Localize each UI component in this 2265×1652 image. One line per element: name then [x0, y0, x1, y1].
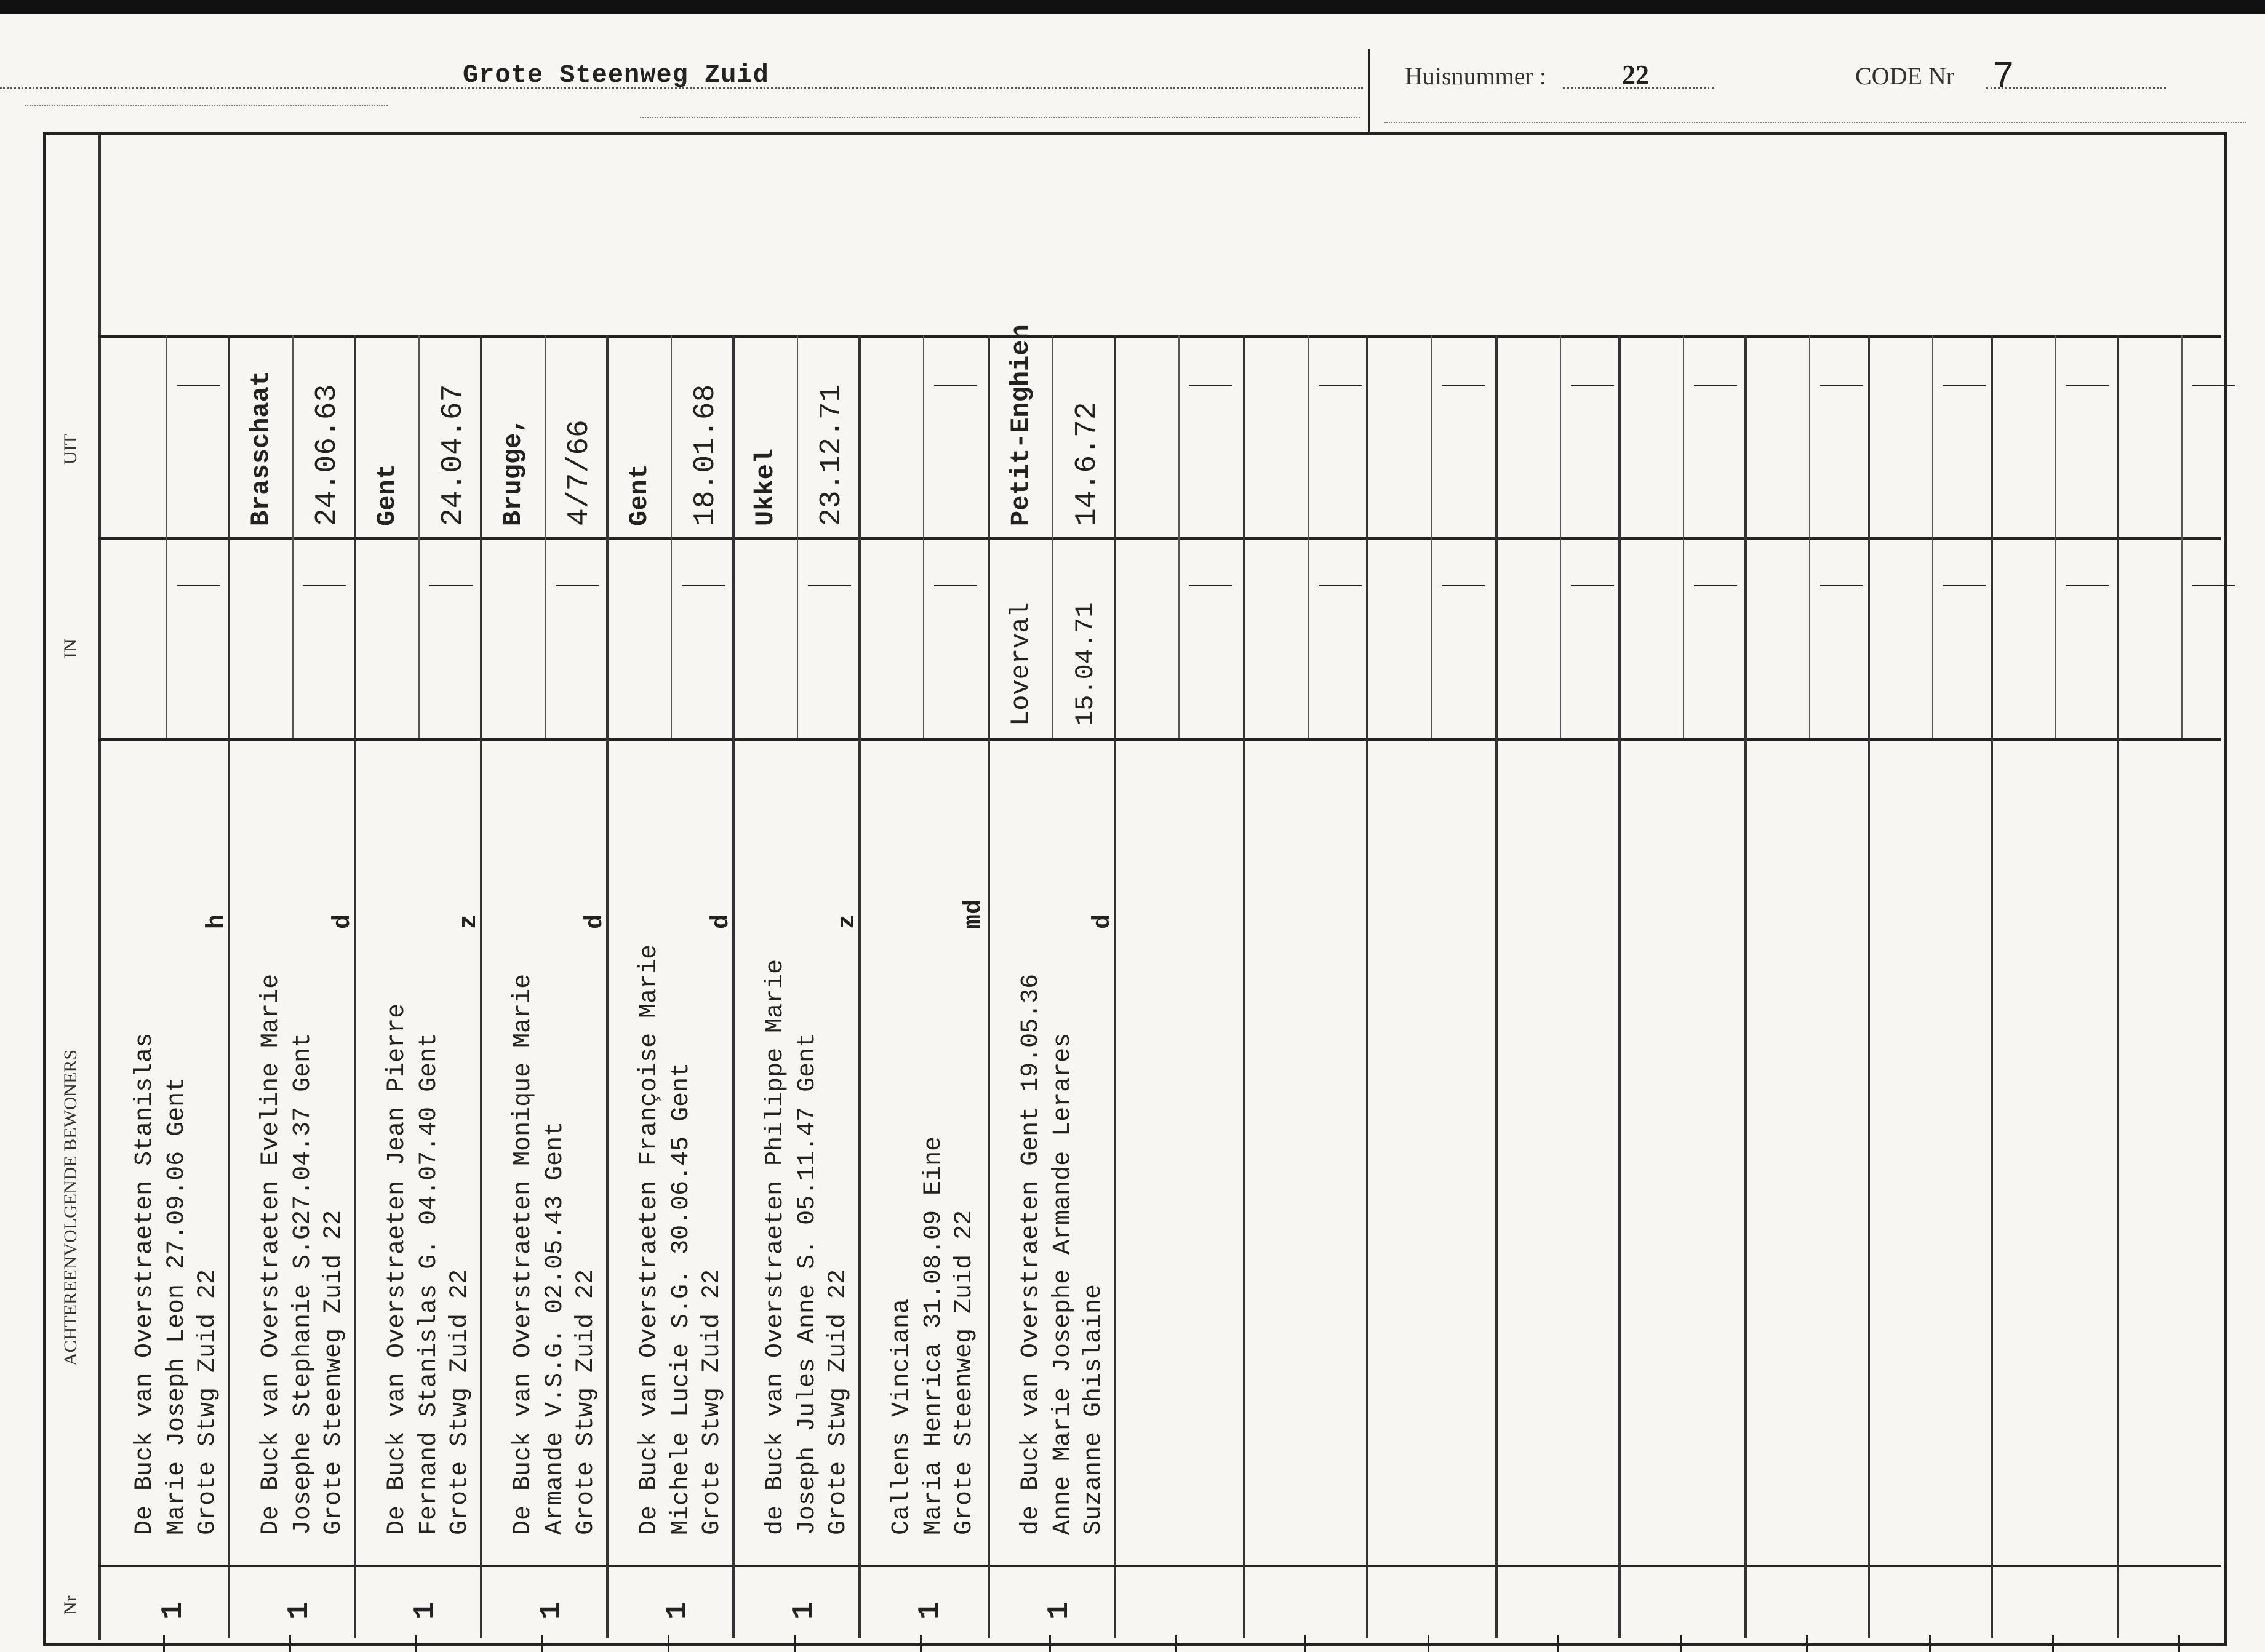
- resident-nr: 1: [1043, 1602, 1076, 1619]
- dash-mark: [1189, 385, 1232, 386]
- resident-given-names-birth: Anne Marie Josephe Armande Lerares: [1049, 1032, 1077, 1535]
- uit-date: 24.06.63: [311, 384, 344, 526]
- dash-mark: [1820, 385, 1863, 386]
- in-place: Loverval: [1006, 602, 1036, 726]
- sub-column-border: [166, 335, 167, 738]
- sub-column-border: [1683, 335, 1684, 738]
- resident-given-names-birth: Joseph Jules Anne S. 05.11.47 Gent: [794, 1032, 821, 1535]
- sub-column-border: [2181, 335, 2183, 738]
- dash-mark: [2192, 385, 2235, 386]
- resident-nr: 1: [788, 1602, 821, 1619]
- tick-mark: [541, 1635, 543, 1652]
- nr-section-label: Nr: [60, 1595, 81, 1615]
- smudge: [1384, 122, 2246, 123]
- resident-nr: 1: [661, 1602, 695, 1619]
- column-border: [1114, 335, 1116, 1638]
- in-date: 15.04.71: [1071, 602, 1100, 726]
- resident-name-line: De Buck van Overstraeten Stanislas: [131, 1032, 159, 1535]
- column-border: [228, 335, 230, 1638]
- uit-date: 4/7/66: [563, 420, 596, 526]
- register-frame: [43, 132, 2227, 1646]
- uit-place: Gent: [372, 464, 402, 526]
- resident-status-mark: d: [581, 914, 609, 929]
- uit-date: 14.6.72: [1071, 402, 1104, 526]
- code-value: 7: [1994, 55, 2014, 95]
- resident-address: Grote Stwg Zuid 22: [446, 1269, 474, 1535]
- tick-mark: [668, 1635, 669, 1652]
- in-bewoners-divider: [98, 738, 2221, 741]
- column-border: [1744, 335, 1747, 1638]
- sub-column-border: [797, 335, 798, 738]
- tick-mark: [1304, 1635, 1306, 1652]
- dash-mark: [177, 585, 220, 586]
- smudge: [640, 117, 1360, 118]
- dash-mark: [1943, 585, 1986, 586]
- uit-place: Gent: [625, 464, 654, 526]
- sub-column-border: [1809, 335, 1810, 738]
- sub-column-border: [418, 335, 420, 738]
- resident-given-names-birth: Marie Joseph Leon 27.09.06 Gent: [163, 1077, 191, 1535]
- tick-mark: [1929, 1635, 1931, 1652]
- sub-column-border: [671, 335, 672, 738]
- resident-given-names-birth: Maria Henrica 31.08.09 Eine: [920, 1136, 948, 1535]
- dash-mark: [303, 585, 346, 586]
- uit-date: 18.01.68: [689, 384, 722, 526]
- sub-column-border: [2055, 335, 2056, 738]
- resident-name-line: De Buck van Overstraeten Jean Pierre: [383, 1003, 411, 1535]
- huisnummer-value: 22: [1622, 60, 1649, 90]
- resident-nr: 1: [535, 1602, 569, 1619]
- dash-mark: [1319, 585, 1362, 586]
- tick-mark: [1175, 1635, 1177, 1652]
- sub-column-border: [1178, 335, 1180, 738]
- dash-mark: [1943, 385, 1986, 386]
- top-black-band: [0, 0, 2265, 14]
- uit-place: Ukkel: [751, 448, 780, 526]
- dash-mark: [1442, 585, 1485, 586]
- sub-column-border: [1560, 335, 1561, 738]
- sub-column-border: [292, 335, 294, 738]
- dash-mark: [177, 385, 220, 386]
- resident-given-names-birth: Michele Lucie S.G. 30.06.45 Gent: [668, 1062, 695, 1535]
- dash-mark: [934, 585, 977, 586]
- uit-in-divider: [98, 537, 2221, 540]
- huisnummer-label: Huisnummer :: [1405, 62, 1546, 90]
- resident-address: Grote Steenweg Zuid 22: [951, 1210, 978, 1535]
- dash-mark: [429, 585, 473, 586]
- resident-name-line: De Buck van Overstraeten Françoise Marie: [636, 944, 663, 1535]
- column-border: [1868, 335, 1870, 1638]
- uit-place: Brasschaat: [246, 370, 276, 526]
- sub-column-border: [1052, 335, 1053, 738]
- resident-status-mark: d: [329, 914, 357, 929]
- tick-mark: [1806, 1635, 1808, 1652]
- resident-name-line: Callens Vinciana: [888, 1298, 916, 1535]
- tick-mark: [920, 1635, 922, 1652]
- resident-status-mark: d: [1089, 914, 1117, 929]
- tick-mark: [1680, 1635, 1682, 1652]
- tick-mark: [289, 1635, 291, 1652]
- header-separator: [1368, 49, 1370, 132]
- sub-column-border: [545, 335, 546, 738]
- column-border: [858, 335, 861, 1638]
- column-border: [988, 335, 990, 1638]
- tick-mark: [1557, 1635, 1559, 1652]
- uit-date: 24.04.67: [437, 384, 470, 526]
- resident-address: Grote Steenweg Zuid 22: [320, 1210, 348, 1535]
- dash-mark: [1694, 585, 1737, 586]
- dash-mark: [556, 585, 599, 586]
- uit-place: Brugge,: [498, 417, 528, 526]
- column-border: [1618, 335, 1621, 1638]
- resident-address: Grote Stwg Zuid 22: [194, 1269, 222, 1535]
- dash-mark: [808, 585, 851, 586]
- resident-name-line: De Buck van Overstraeten Eveline Marie: [257, 973, 285, 1535]
- resident-given-names-birth: Josephe Stephanie S.G27.04.37 Gent: [289, 1032, 317, 1535]
- dash-mark: [1694, 385, 1737, 386]
- resident-given-names-birth: Armande V.S.G. 02.05.43 Gent: [541, 1121, 569, 1535]
- tick-mark: [1049, 1635, 1051, 1652]
- resident-address: Suzanne Ghislaine: [1080, 1283, 1108, 1535]
- uit-date: 23.12.71: [815, 384, 849, 526]
- code-label: CODE Nr: [1855, 62, 1955, 90]
- sub-column-border: [1431, 335, 1432, 738]
- resident-status-mark: md: [960, 899, 988, 929]
- dash-mark: [1571, 385, 1614, 386]
- resident-address: Grote Stwg Zuid 22: [698, 1269, 726, 1535]
- uit-top-rule: [98, 335, 2221, 338]
- resident-status-mark: h: [203, 914, 231, 929]
- resident-nr: 1: [283, 1602, 316, 1619]
- resident-given-names-birth: Fernand Stanislas G. 04.07.40 Gent: [415, 1032, 443, 1535]
- in-section-label: IN: [60, 639, 81, 658]
- column-border: [1495, 335, 1498, 1638]
- resident-nr: 1: [157, 1602, 190, 1619]
- uit-section-label: UIT: [60, 434, 81, 465]
- resident-status-mark: z: [834, 914, 861, 929]
- column-border: [2117, 335, 2119, 1638]
- resident-address: Grote Stwg Zuid 22: [825, 1269, 852, 1535]
- resident-nr: 1: [409, 1602, 442, 1619]
- dash-mark: [682, 585, 725, 586]
- column-border: [1366, 335, 1368, 1638]
- street-name: Grote Steenweg Zuid: [463, 60, 769, 90]
- dash-mark: [934, 385, 977, 386]
- bewoners-nr-divider: [98, 1565, 2221, 1567]
- tick-mark: [415, 1635, 417, 1652]
- dash-mark: [1189, 585, 1232, 586]
- resident-status-mark: z: [455, 914, 483, 929]
- sub-column-border: [1932, 335, 1933, 738]
- smudge: [25, 105, 388, 106]
- tick-mark: [2052, 1635, 2054, 1652]
- dash-mark: [1571, 585, 1614, 586]
- uit-place: Petit-Enghien: [1006, 324, 1036, 526]
- column-border: [480, 335, 482, 1638]
- column-border: [732, 335, 735, 1638]
- tick-mark: [2178, 1635, 2180, 1652]
- column-border: [606, 335, 609, 1638]
- dash-mark: [2066, 585, 2109, 586]
- tick-mark: [1428, 1635, 1429, 1652]
- tick-mark: [163, 1635, 165, 1652]
- resident-name-line: de Buck van Overstraeten Gent 19.05.36: [1017, 973, 1045, 1535]
- dash-mark: [1820, 585, 1863, 586]
- column-border: [1243, 335, 1245, 1638]
- column-border: [354, 335, 356, 1638]
- dash-mark: [1319, 385, 1362, 386]
- resident-name-line: De Buck van Overstraeten Monique Marie: [509, 973, 537, 1535]
- tick-mark: [794, 1635, 796, 1652]
- resident-nr: 1: [914, 1602, 947, 1619]
- bewoners-section-label: ACHTEREENVOLGENDE BEWONERS: [60, 1049, 81, 1366]
- dash-mark: [2066, 385, 2109, 386]
- column-border: [1991, 335, 1993, 1638]
- dash-mark: [2192, 585, 2235, 586]
- resident-address: Grote Stwg Zuid 22: [572, 1269, 600, 1535]
- sub-column-border: [1308, 335, 1309, 738]
- section-label-column-border: [98, 135, 101, 1640]
- resident-name-line: de Buck van Overstraeten Philippe Marie: [762, 959, 789, 1535]
- dash-mark: [1442, 385, 1485, 386]
- resident-status-mark: d: [708, 914, 735, 929]
- sub-column-border: [923, 335, 924, 738]
